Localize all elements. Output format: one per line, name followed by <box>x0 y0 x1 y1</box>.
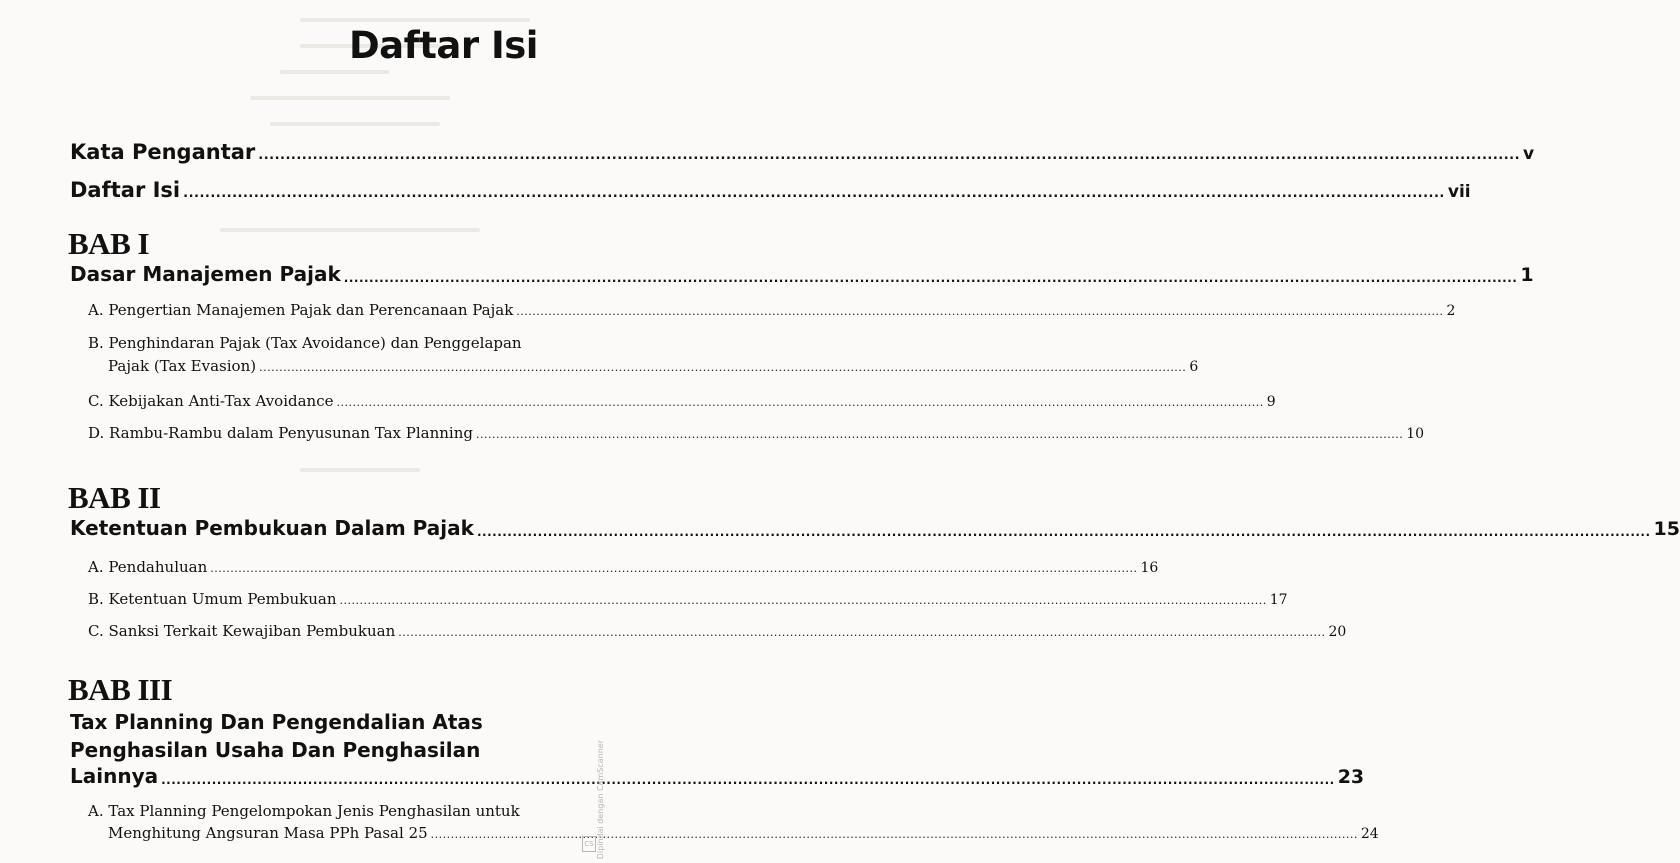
entry-page: 9 <box>1266 394 1276 410</box>
toc-entry-bab-3-a <box>108 824 1379 842</box>
entry-label: Daftar Isi <box>70 178 181 202</box>
entry-label: C. Kebijakan Anti-Tax Avoidance <box>88 392 334 410</box>
dot-leader <box>340 594 1267 608</box>
entry-label-line1: A. Tax Planning Pengelompokan Jenis Penghasilan untuk <box>88 802 520 820</box>
entry-label-line1: B. Penghindaran Pajak (Tax Avoidance) dan Penggelapan <box>88 334 522 352</box>
entry-page: 24 <box>1360 826 1379 842</box>
dot-leader <box>210 562 1137 576</box>
entry-page: 20 <box>1328 624 1347 640</box>
entry-page: 23 <box>1337 766 1365 788</box>
entry-page: 17 <box>1269 592 1288 608</box>
toc-entry-bab-2-b <box>88 590 1288 608</box>
bleed-through-line <box>280 70 390 74</box>
entry-label: Kata Pengantar <box>70 140 256 164</box>
bleed-through-line <box>300 468 420 472</box>
dot-leader <box>476 428 1403 442</box>
bleed-through-line <box>220 228 480 232</box>
toc-entry-bab-1-b <box>108 357 1199 375</box>
entry-page: 16 <box>1140 560 1159 576</box>
entry-label: Ketentuan Pembukuan Dalam Pajak <box>70 516 474 540</box>
toc-entry-kata-pengantar <box>70 140 1535 164</box>
dot-leader <box>431 828 1358 842</box>
dot-leader <box>398 626 1325 640</box>
dot-leader <box>259 361 1186 375</box>
dot-leader <box>344 271 1518 286</box>
toc-entry-bab-1-c <box>88 392 1276 410</box>
chapter-heading-bab-2: BAB II <box>68 480 161 515</box>
toc-entry-bab-3-title <box>70 764 1365 788</box>
toc-entry-bab-1-d <box>88 424 1425 442</box>
entry-page: 1 <box>1520 264 1534 286</box>
toc-entry-bab-2-a <box>88 558 1159 576</box>
chapter-heading-bab-3: BAB III <box>68 672 173 707</box>
bleed-through-line <box>270 122 440 126</box>
chapter-title-line1: Tax Planning Dan Pengendalian Atas <box>70 710 483 734</box>
toc-entry-bab-1-a <box>88 301 1456 319</box>
entry-page: 6 <box>1189 359 1199 375</box>
entry-page: 10 <box>1406 426 1425 442</box>
entry-page: 15 <box>1653 518 1680 540</box>
page-title: Daftar Isi <box>348 24 538 67</box>
entry-label-line2: Menghitung Angsuran Masa PPh Pasal 25 <box>108 824 428 842</box>
entry-label: A. Pendahuluan <box>88 558 208 576</box>
dot-leader <box>258 148 1520 164</box>
bleed-through-line <box>300 18 530 22</box>
entry-page: 2 <box>1446 303 1456 319</box>
entry-page: v <box>1523 144 1535 164</box>
chapter-heading-bab-1: BAB I <box>68 226 150 261</box>
entry-page: vii <box>1447 182 1471 202</box>
toc-entry-daftar-isi <box>70 178 1471 202</box>
dot-leader <box>516 305 1443 319</box>
entry-label: B. Ketentuan Umum Pembukuan <box>88 590 337 608</box>
scanner-watermark: Dipindai dengan CamScanner <box>596 740 605 860</box>
camscanner-logo-icon: CS <box>582 836 596 852</box>
bleed-through-line <box>250 96 450 100</box>
entry-label: D. Rambu-Rambu dalam Penyusunan Tax Planning <box>88 424 473 442</box>
entry-label: Lainnya <box>70 764 159 788</box>
toc-entry-bab-2-c <box>88 622 1347 640</box>
chapter-title-line2: Penghasilan Usaha Dan Penghasilan <box>70 738 481 762</box>
entry-label: A. Pengertian Manajemen Pajak dan Perencanaan Pajak <box>88 301 514 319</box>
dot-leader <box>477 525 1651 540</box>
dot-leader <box>183 186 1445 202</box>
toc-entry-bab-2-title <box>70 516 1680 540</box>
entry-label: Dasar Manajemen Pajak <box>70 262 341 286</box>
dot-leader <box>337 396 1264 410</box>
entry-label: C. Sanksi Terkait Kewajiban Pembukuan <box>88 622 396 640</box>
dot-leader <box>161 773 1335 788</box>
toc-entry-bab-1-title <box>70 262 1534 286</box>
entry-label-line2: Pajak (Tax Evasion) <box>108 357 257 375</box>
